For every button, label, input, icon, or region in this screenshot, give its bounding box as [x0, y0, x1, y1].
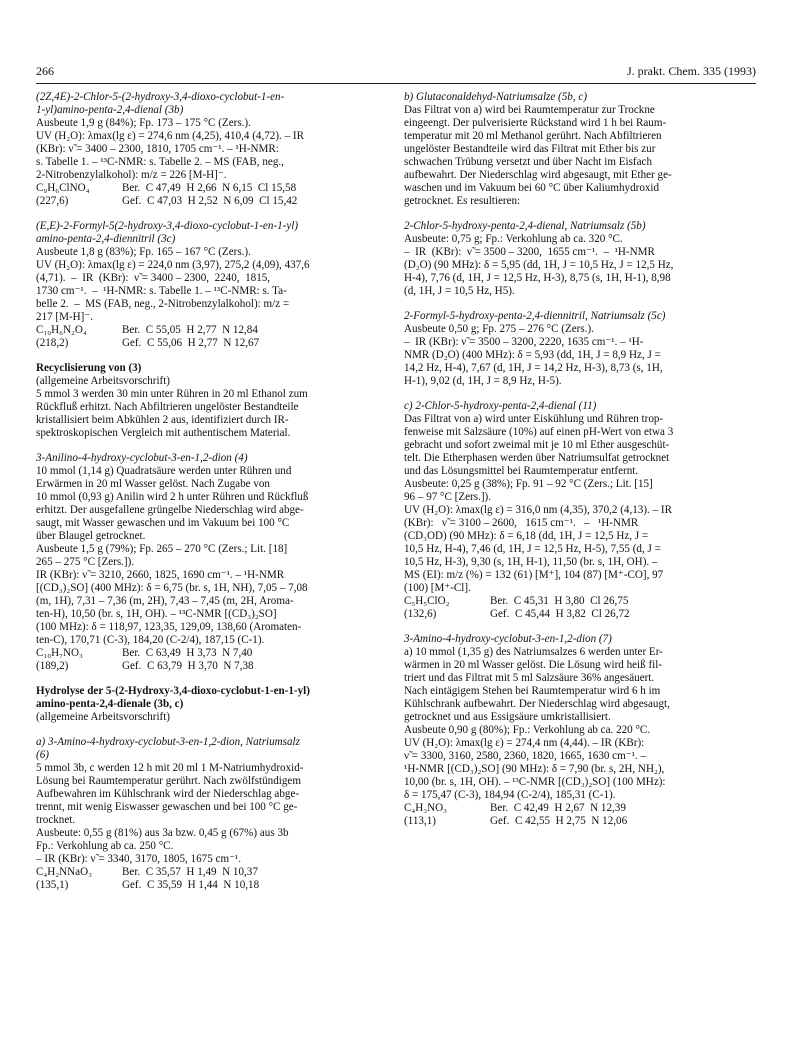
text-line: UV (H₂O): λmax(lg ε) = 274,4 nm (4,44). – IR (KBr):	[404, 737, 645, 749]
formula-label: C₉H₆ClNO₄	[36, 182, 90, 194]
section	[36, 220, 400, 350]
text-line: kristallisiert beim Abkühlen 2 aus, identifiziert durch IR-	[36, 414, 289, 426]
text-line: 10,5 Hz, H-3), 9,30 (s, 1H, H-1), 11,50 (br. s, 1H, OH). –	[404, 556, 658, 568]
page-number: 266	[36, 64, 54, 78]
compound-title: (E,E)-2-Formyl-5(2-hydroxy-3,4-dioxo-cyclobut-1-en-1-yl)	[36, 220, 299, 232]
text-line: NMR (D₂O) (400 MHz): δ = 5,93 (dd, 1H, J = 8,9 Hz, J =	[404, 349, 661, 361]
compound-title: b) Glutaconaldehyd-Natriumsalze (5b, c)	[404, 91, 588, 103]
elemental-analysis	[36, 324, 400, 350]
text-line: a) 10 mmol (1,35 g) des Natriumsalzes 6 werden unter Er-	[404, 646, 663, 658]
compound-title: 3-Anilino-4-hydroxy-cyclobut-3-en-1,2-dion (4)	[36, 452, 248, 464]
analysis-values: Gef. C 55,06 H 2,77 N 12,67	[122, 337, 260, 349]
text-line: ten-H), 10,50 (br. s, 1H, OH). – ¹³C-NMR [(CD₃)₂SO]	[36, 608, 277, 620]
text-line: Ausbeute: 0,75 g; Fp.: Verkohlung ab ca. 320 °C.	[404, 233, 623, 245]
compound-title: 3-Amino-4-hydroxy-cyclobut-3-en-1,2-dion (7)	[404, 633, 612, 645]
text-line: [(CD₃)₂SO] (400 MHz): δ = 6,75 (br. s, 1H, NH), 7,05 – 7,08	[36, 582, 308, 594]
text-line: – IR (KBr): ν̃ = 3500 – 3200, 1655 cm⁻¹. – ¹H-NMR	[404, 246, 655, 258]
elemental-analysis	[36, 866, 400, 892]
compound-title: 1-yl)amino-penta-2,4-dienal (3b)	[36, 104, 184, 116]
text-line: 10,00 (br. s, 1H, OH). – ¹³C-NMR [(CD₃)₂SO] (100 MHz):	[404, 776, 666, 788]
text-line: IR (KBr): ν̃ = 3210, 2660, 1825, 1690 cm⁻¹. – ¹H-NMR	[36, 569, 285, 581]
text-line: saugt, mit Wasser gewaschen und im Vakuum bei 100 °C	[36, 517, 290, 529]
text-line: schwachen Trübung versetzt und über Nacht im Eisfach	[404, 156, 653, 168]
analysis-values: Gef. C 35,59 H 1,44 N 10,18	[122, 879, 260, 891]
section-subheading: (allgemeine Arbeitsvorschrift)	[36, 711, 171, 723]
text-line: 14,2 Hz, H-4), 7,67 (d, 1H, J = 14,2 Hz, H-3), 8,73 (s, 1H,	[404, 362, 663, 374]
text-line: fenweise mit Salzsäure (10%) auf einen pH-Wert von etwa 3	[404, 426, 674, 438]
section	[36, 736, 400, 892]
text-line: triert und das Filtrat mit 5 ml Salzsäure 36% angesäuert.	[404, 672, 655, 684]
text-line: UV (H₂O): λmax(lg ε) = 274,6 nm (4,25), 410,4 (4,72). – IR	[36, 130, 304, 142]
compound-title: a) 3-Amino-4-hydroxy-cyclobut-3-en-1,2-dion, Natriumsalz	[36, 736, 300, 748]
text-line: eingeengt. Der pulverisierte Rückstand wird 1 h bei Raum-	[404, 117, 667, 129]
text-line: H-1), 9,02 (d, 1H, J = 8,9 Hz, H-5).	[404, 375, 562, 387]
text-line: (m, 1H), 7,31 – 7,36 (m, 2H), 7,43 – 7,45 (m, 2H, Aroma-	[36, 595, 294, 607]
section-heading: Recyclisierung von (3)	[36, 362, 142, 374]
text-line: Rückfluß erhitzt. Nach Abfiltrieren ungelöster Bestandteile	[36, 401, 299, 413]
elemental-analysis	[36, 182, 400, 208]
text-line: Ausbeute 1,8 g (83%); Fp. 165 – 167 °C (Zers.).	[36, 246, 251, 258]
text-line: ¹H-NMR [(CD₃)₂SO] (90 MHz): δ = 7,90 (br. s, 2H, NH₂),	[404, 763, 665, 775]
text-line: getrocknet und aus Essigsäure umkristallisiert.	[404, 711, 611, 723]
text-line: 10,5 Hz, H-4), 7,46 (d, 1H, J = 12,5 Hz, H-5), 7,55 (d, J =	[404, 543, 661, 555]
analysis-values: Gef. C 42,55 H 2,75 N 12,06	[490, 815, 628, 827]
analysis-values: Ber. C 42,49 H 2,67 N 12,39	[490, 802, 626, 814]
journal-reference: J. prakt. Chem. 335 (1993)	[627, 64, 756, 78]
section-subheading: (allgemeine Arbeitsvorschrift)	[36, 375, 171, 387]
analysis-values: Ber. C 35,57 H 1,49 N 10,37	[122, 866, 258, 878]
text-line: (100 MHz): δ = 118,97, 123,35, 129,09, 138,60 (Aromaten-	[36, 621, 302, 633]
text-line: aufbewahrt. Der Niederschlag wird abgesaugt, mit Ether ge-	[404, 169, 672, 181]
compound-title: 2-Formyl-5-hydroxy-penta-2,4-diennitril, Natriumsalz (5c)	[404, 310, 666, 322]
text-line: UV (H₂O): λmax(lg ε) = 224,0 nm (3,97), 275,2 (4,09), 437,6	[36, 259, 310, 271]
text-line: 1730 cm⁻¹. – ¹H-NMR: s. Tabelle 1. – ¹³C-NMR: s. Ta-	[36, 285, 287, 297]
text-line: 5 mmol 3b, c werden 12 h mit 20 ml 1 M-Natriumhydroxid-	[36, 762, 304, 774]
text-line: – IR (KBr): ν̃ = 3500 – 3200, 2220, 1635 cm⁻¹. – ¹H-	[404, 336, 644, 348]
text-line: s. Tabelle 1. – ¹³C-NMR: s. Tabelle 2. – MS (FAB, neg.,	[36, 156, 284, 168]
section-heading: amino-penta-2,4-dienale (3b, c)	[36, 698, 184, 710]
text-line: wärmen in 20 ml Wasser gelöst. Die Lösung wird heiß fil-	[404, 659, 663, 671]
text-line: temperatur mit 20 ml Methanol gerührt. Nach Abfiltrieren	[404, 130, 662, 142]
elemental-analysis	[36, 647, 400, 673]
analysis-values: Ber. C 55,05 H 2,77 N 12,84	[122, 324, 258, 336]
text-line: Ausbeute: 0,55 g (81%) aus 3a bzw. 0,45 g (67%) aus 3b	[36, 827, 289, 839]
section	[36, 91, 400, 208]
text-line: 265 – 275 °C [Zers.]).	[36, 556, 135, 568]
text-line: (KBr): ν̃ = 3400 – 2300, 1810, 1705 cm⁻¹. – ¹H-NMR:	[36, 143, 279, 155]
text-line: spektroskopischen Vergleich mit authentischem Material.	[36, 427, 291, 439]
text-line: Ausbeute 0,90 g (80%); Fp.: Verkohlung ab ca. 220 °C.	[404, 724, 651, 736]
text-line: Das Filtrat von a) wird bei Raumtemperatur zur Trockne	[404, 104, 655, 116]
analysis-values: Gef. C 63,79 H 3,70 N 7,38	[122, 660, 254, 672]
left-column	[36, 91, 400, 904]
compound-title: c) 2-Chlor-5-hydroxy-penta-2,4-dienal (11)	[404, 400, 597, 412]
compound-title: 2-Chlor-5-hydroxy-penta-2,4-dienal, Natriumsalz (5b)	[404, 220, 646, 232]
text-line: 2-Nitrobenzylalkohol): m/z = 226 [M-H]⁻.	[36, 169, 227, 181]
text-line: Lösung bei Raumtemperatur gerührt. Nach zwölfstündigem	[36, 775, 301, 787]
page-header	[36, 64, 756, 80]
text-line: Fp.: Verkohlung ab ca. 250 °C.	[36, 840, 174, 852]
text-line: ten-C), 170,71 (C-3), 184,20 (C-2/4), 187,15 (C-1).	[36, 634, 265, 646]
text-line: H-4), 7,76 (d, 1H, J = 12,5 Hz, H-3), 8,75 (s, 1H, H-1), 8,98	[404, 272, 671, 284]
compound-title: (2Z,4E)-2-Chlor-5-(2-hydroxy-3,4-dioxo-cyclobut-1-en-	[36, 91, 285, 103]
formula-label: (189,2)	[36, 660, 69, 672]
formula-label: C₅H₅ClO₂	[404, 595, 450, 607]
formula-label: (113,1)	[404, 815, 436, 827]
text-line: telt. Die Etherphasen werden über Natriumsulfat getrocknet	[404, 452, 670, 464]
text-line: Nach eintägigem Stehen bei Raumtemperatur wird 6 h im	[404, 685, 661, 697]
text-line: Ausbeute 0,50 g; Fp. 275 – 276 °C (Zers.).	[404, 323, 594, 335]
formula-label: (218,2)	[36, 337, 69, 349]
text-line: 96 – 97 °C [Zers.]).	[404, 491, 492, 503]
text-line: – IR (KBr): ν̃ = 3340, 3170, 1805, 1675 cm⁻¹.	[36, 853, 242, 865]
text-line: 217 [M-H]⁻.	[36, 311, 94, 323]
text-line: (100) [M⁺-Cl].	[404, 582, 471, 594]
text-line: 10 mmol (0,93 g) Anilin wird 2 h unter Rühren und Rückfluß	[36, 491, 309, 503]
elemental-analysis	[404, 595, 768, 621]
elemental-analysis	[404, 802, 768, 828]
text-line: trocknet.	[36, 814, 76, 826]
section	[36, 685, 400, 724]
analysis-values: Gef. C 47,03 H 2,52 N 6,09 Cl 15,42	[122, 195, 298, 207]
text-line: erhitzt. Der ausgefallene grüngelbe Niederschlag wird abge-	[36, 504, 304, 516]
section	[404, 220, 768, 298]
text-line: trennt, mit wenig Eiswasser gewaschen und bei 100 °C ge-	[36, 801, 298, 813]
analysis-values: Gef. C 45,44 H 3,82 Cl 26,72	[490, 608, 630, 620]
right-column	[404, 91, 768, 840]
formula-label: C₁₀H₆N₂O₄	[36, 324, 87, 336]
header-rule	[36, 83, 756, 84]
text-line: waschen und im Vakuum bei 60 °C über Kaliumhydroxid	[404, 182, 660, 194]
section	[36, 362, 400, 440]
analysis-values: Ber. C 63,49 H 3,73 N 7,40	[122, 647, 253, 659]
section-heading: Hydrolyse der 5-(2-Hydroxy-3,4-dioxo-cyclobut-1-en-1-yl)	[36, 685, 310, 697]
section	[404, 400, 768, 621]
text-line: ν̃ = 3300, 3160, 2580, 2360, 1820, 1665, 1630 cm⁻¹. –	[404, 750, 647, 762]
section	[36, 452, 400, 673]
text-line: belle 2. – MS (FAB, neg., 2-Nitrobenzylalkohol): m/z =	[36, 298, 290, 310]
text-line: (D₂O) (90 MHz): δ = 5,95 (dd, 1H, J = 10,5 Hz, J = 12,5 Hz,	[404, 259, 674, 271]
text-line: MS (EI): m/z (%) = 132 (61) [M⁺], 104 (87) [M⁺-CO], 97	[404, 569, 664, 581]
text-line: Erwärmen in 20 ml Wasser gelöst. Nach Zugabe von	[36, 478, 270, 490]
compound-title: amino-penta-2,4-diennitril (3c)	[36, 233, 176, 245]
text-line: (4,71). – IR (KBr): ν̃ = 3400 – 2300, 2240, 1815,	[36, 272, 271, 284]
analysis-values: Ber. C 47,49 H 2,66 N 6,15 Cl 15,58	[122, 182, 297, 194]
text-line: Ausbeute 1,5 g (79%); Fp. 265 – 270 °C (Zers.; Lit. [18]	[36, 543, 288, 555]
text-line: Kühlschrank aufbewahrt. Der Niederschlag wird abgesaugt,	[404, 698, 670, 710]
formula-label: C₄H₂NNaO₃	[36, 866, 92, 878]
text-line: gebracht und sofort zweimal mit je 10 ml Ether ausgeschüt-	[404, 439, 670, 451]
text-line: Ausbeute 1,9 g (84%); Fp. 173 – 175 °C (Zers.).	[36, 117, 251, 129]
text-line: (CD₃OD) (90 MHz): δ = 6,18 (dd, 1H, J = 12,5 Hz, J =	[404, 530, 649, 542]
text-line: Das Filtrat von a) wird unter Eiskühlung und Rühren trop-	[404, 413, 664, 425]
text-line: (KBr): ν̃ = 3100 – 2600, 1615 cm⁻¹. – ¹H-NMR	[404, 517, 639, 529]
formula-label: (135,1)	[36, 879, 69, 891]
text-line: UV (H₂O): λmax(lg ε) = 316,0 nm (4,35), 370,2 (4,13). – IR	[404, 504, 672, 516]
text-line: δ = 175,47 (C-3), 184,94 (C-2/4), 185,31 (C-1).	[404, 789, 616, 801]
analysis-values: Ber. C 45,31 H 3,80 Cl 26,75	[490, 595, 629, 607]
compound-title: (6)	[36, 749, 49, 761]
text-line: getrocknet. Es resultieren:	[404, 195, 521, 207]
text-line: und das Lösungsmittel bei Raumtemperatur entfernt.	[404, 465, 639, 477]
section	[404, 310, 768, 388]
text-line: Ausbeute: 0,25 g (38%); Fp. 91 – 92 °C (Zers.; Lit. [15]	[404, 478, 653, 490]
formula-label: C₄H₃NO₃	[404, 802, 448, 814]
formula-label: (227,6)	[36, 195, 69, 207]
formula-label: C₁₀H₇NO₃	[36, 647, 83, 659]
section	[404, 633, 768, 828]
text-line: 5 mmol 3 werden 30 min unter Rühren in 20 ml Ethanol zum	[36, 388, 308, 400]
text-line: (d, 1H, J = 10,5 Hz, H5).	[404, 285, 515, 297]
text-line: ungelöster Bestandteile wird das Filtrat mit Ether bis zur	[404, 143, 656, 155]
section	[404, 91, 768, 208]
text-line: Aufbewahren im Kühlschrank wird der Niederschlag abge-	[36, 788, 300, 800]
text-line: 10 mmol (1,14 g) Quadratsäure werden unter Rühren und	[36, 465, 292, 477]
formula-label: (132,6)	[404, 608, 437, 620]
text-line: über Blaugel getrocknet.	[36, 530, 146, 542]
